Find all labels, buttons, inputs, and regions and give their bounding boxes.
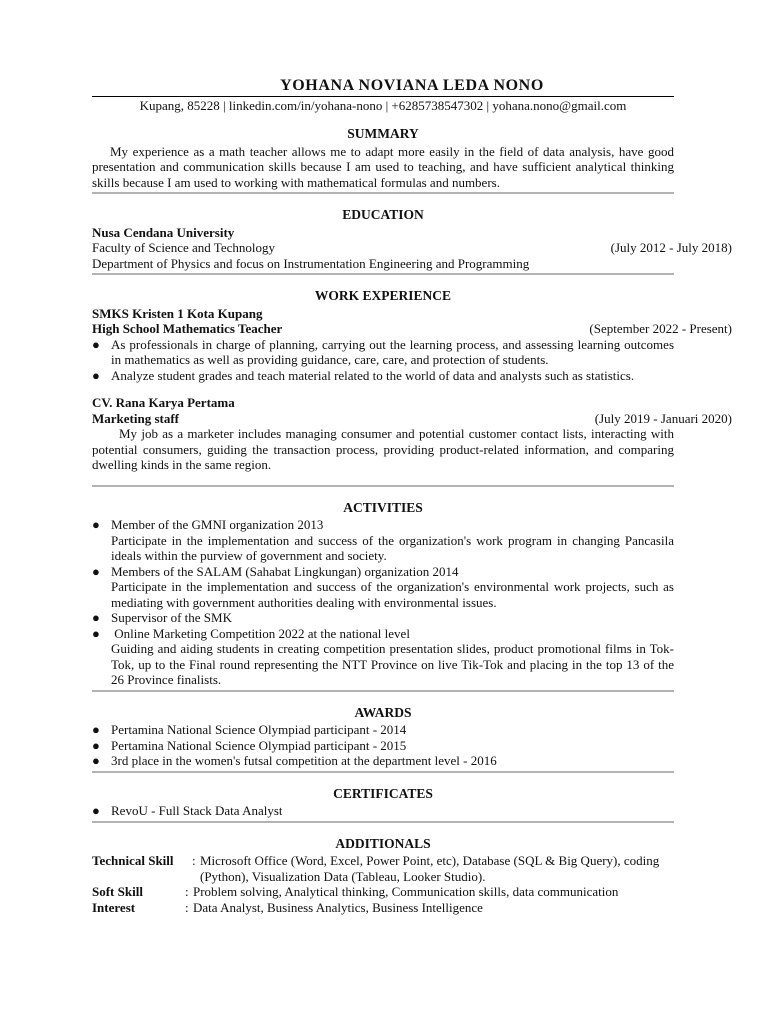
activity-detail: Guiding and aiding students in creating competition presentation slides, product promotional films in Tok-Tok, up to the Final round representing the NTT Province on live Tik-Tok and placing in the top 13 of the 26 Province finalists.	[111, 641, 674, 687]
candidate-name: YOHANA NOVIANA LEDA NONO	[280, 77, 544, 94]
bullet-icon: ●	[92, 610, 100, 625]
activities-list	[92, 517, 674, 533]
activities-list	[92, 564, 674, 580]
job-dates: (July 2019 - Januari 2020)	[594, 410, 732, 426]
awards-heading: AWARDS	[354, 704, 412, 720]
list-item	[92, 753, 674, 769]
list-item	[92, 803, 674, 819]
list-item	[92, 610, 674, 626]
certificates-list	[92, 803, 674, 819]
award-text: Pertamina National Science Olympiad participant - 2015	[111, 737, 407, 753]
list-item	[92, 337, 674, 368]
additional-label: Soft Skill	[92, 884, 143, 899]
job-role: High School Mathematics Teacher	[92, 321, 283, 336]
additional-value: Microsoft Office (Word, Excel, Power Point, etc), Database (SQL & Big Query), coding (Python), Visualization Data (Tableau, Looker Studio).	[200, 853, 660, 884]
list-item	[92, 564, 674, 580]
activity-head: Member of the GMNI organization 2013	[111, 517, 324, 532]
colon-separator: :	[192, 853, 196, 868]
job-dates: (September 2022 - Present)	[589, 321, 732, 336]
list-item	[92, 722, 674, 738]
job-bullet-text: As professionals in charge of planning, carrying out the learning process, and assessing learning outcomes in mathematics as well as providing guidance, care, care, and protection of students.	[111, 336, 674, 367]
education-school: Nusa Cendana University	[92, 224, 235, 240]
work-heading: WORK EXPERIENCE	[314, 288, 452, 303]
certificates-heading: CERTIFICATES	[333, 785, 433, 801]
education-faculty-row	[92, 240, 732, 256]
job-bullet-text: Analyze student grades and teach material related to the world of data and analysts such as statistics.	[111, 367, 635, 383]
bullet-icon: ●	[92, 517, 100, 532]
section-divider	[92, 771, 674, 773]
bullet-icon: ●	[92, 625, 100, 641]
bullet-icon: ●	[92, 722, 100, 737]
job-role-row	[92, 411, 732, 427]
bullet-icon: ●	[92, 803, 100, 818]
education-heading: EDUCATION	[342, 207, 424, 222]
section-divider	[92, 821, 674, 823]
bullet-icon: ●	[92, 563, 100, 579]
job-role-row	[92, 321, 732, 337]
additional-label: Interest	[92, 899, 136, 915]
summary-heading: SUMMARY	[347, 126, 419, 141]
education-dates: (July 2012 - July 2018)	[610, 240, 732, 255]
additional-row-interest	[92, 900, 674, 916]
job-role: Marketing staff	[92, 410, 180, 426]
list-item	[92, 368, 674, 384]
activity-head: Online Marketing Competition 2022 at the national level	[111, 625, 410, 641]
additional-row-technical	[92, 853, 674, 884]
job-company: CV. Rana Karya Pertama	[92, 395, 235, 410]
bullet-icon: ●	[92, 737, 100, 753]
activity-detail: Participate in the implementation and success of the organization's environmental work projects, such as mediating with government authorities dealing with environmental issues.	[111, 579, 674, 610]
bullet-icon: ●	[92, 336, 100, 352]
additional-value: Data Analyst, Business Analytics, Business Intelligence	[193, 899, 483, 915]
section-divider	[92, 192, 674, 194]
additional-value: Problem solving, Analytical thinking, Communication skills, data communication	[193, 884, 619, 899]
job-entry	[92, 306, 732, 384]
activity-head: Supervisor of the SMK	[111, 610, 232, 625]
colon-separator: :	[185, 884, 189, 899]
education-faculty: Faculty of Science and Technology	[92, 240, 275, 255]
additionals-heading: ADDITIONALS	[335, 835, 431, 851]
section-divider	[92, 485, 674, 487]
additional-row-soft	[92, 884, 674, 900]
activities-heading: ACTIVITIES	[343, 499, 423, 515]
additional-label: Technical Skill	[92, 853, 174, 868]
job-company: SMKS Kristen 1 Kota Kupang	[92, 305, 263, 321]
contact-line: Kupang, 85228 | linkedin.com/in/yohana-nono | +6285738547302 | yohana.nono@gmail.com	[92, 96, 674, 113]
bullet-icon: ●	[92, 753, 100, 768]
job-description: My job as a marketer includes managing consumer and potential customer contact lists, interacting with potential consumers, guiding the transaction process, providing product-related information, and comparing dwelling kinds in the same region.	[92, 426, 674, 472]
awards-list	[92, 722, 674, 769]
award-text: 3rd place in the women's futsal competition at the department level - 2016	[111, 753, 497, 768]
job-bullets	[92, 337, 674, 384]
summary-text: My experience as a math teacher allows me to adapt more easily in the field of data analysis, have good presentation and communication skills because I am used to teaching, and have sufficient analytical thinking skills because I am used to working with mathematical formulas and numbers.	[92, 143, 674, 190]
job-entry	[92, 395, 732, 473]
list-item	[92, 626, 674, 642]
activity-detail: Participate in the implementation and success of the organization's work program in changing Pancasila ideals within the purview of government and society.	[111, 532, 674, 563]
activity-head: Members of the SALAM (Sahabat Lingkungan) organization 2014	[111, 563, 459, 579]
resume-page	[92, 76, 732, 915]
list-item	[92, 517, 674, 533]
bullet-icon: ●	[92, 367, 100, 383]
activities-list	[92, 610, 674, 641]
education-department: Department of Physics and focus on Instrumentation Engineering and Programming	[92, 255, 530, 271]
certificate-text: RevoU - Full Stack Data Analyst	[111, 803, 283, 818]
colon-separator: :	[185, 899, 189, 915]
section-divider	[92, 273, 674, 275]
award-text: Pertamina National Science Olympiad participant - 2014	[111, 722, 407, 737]
section-divider	[92, 690, 674, 692]
list-item	[92, 738, 674, 754]
